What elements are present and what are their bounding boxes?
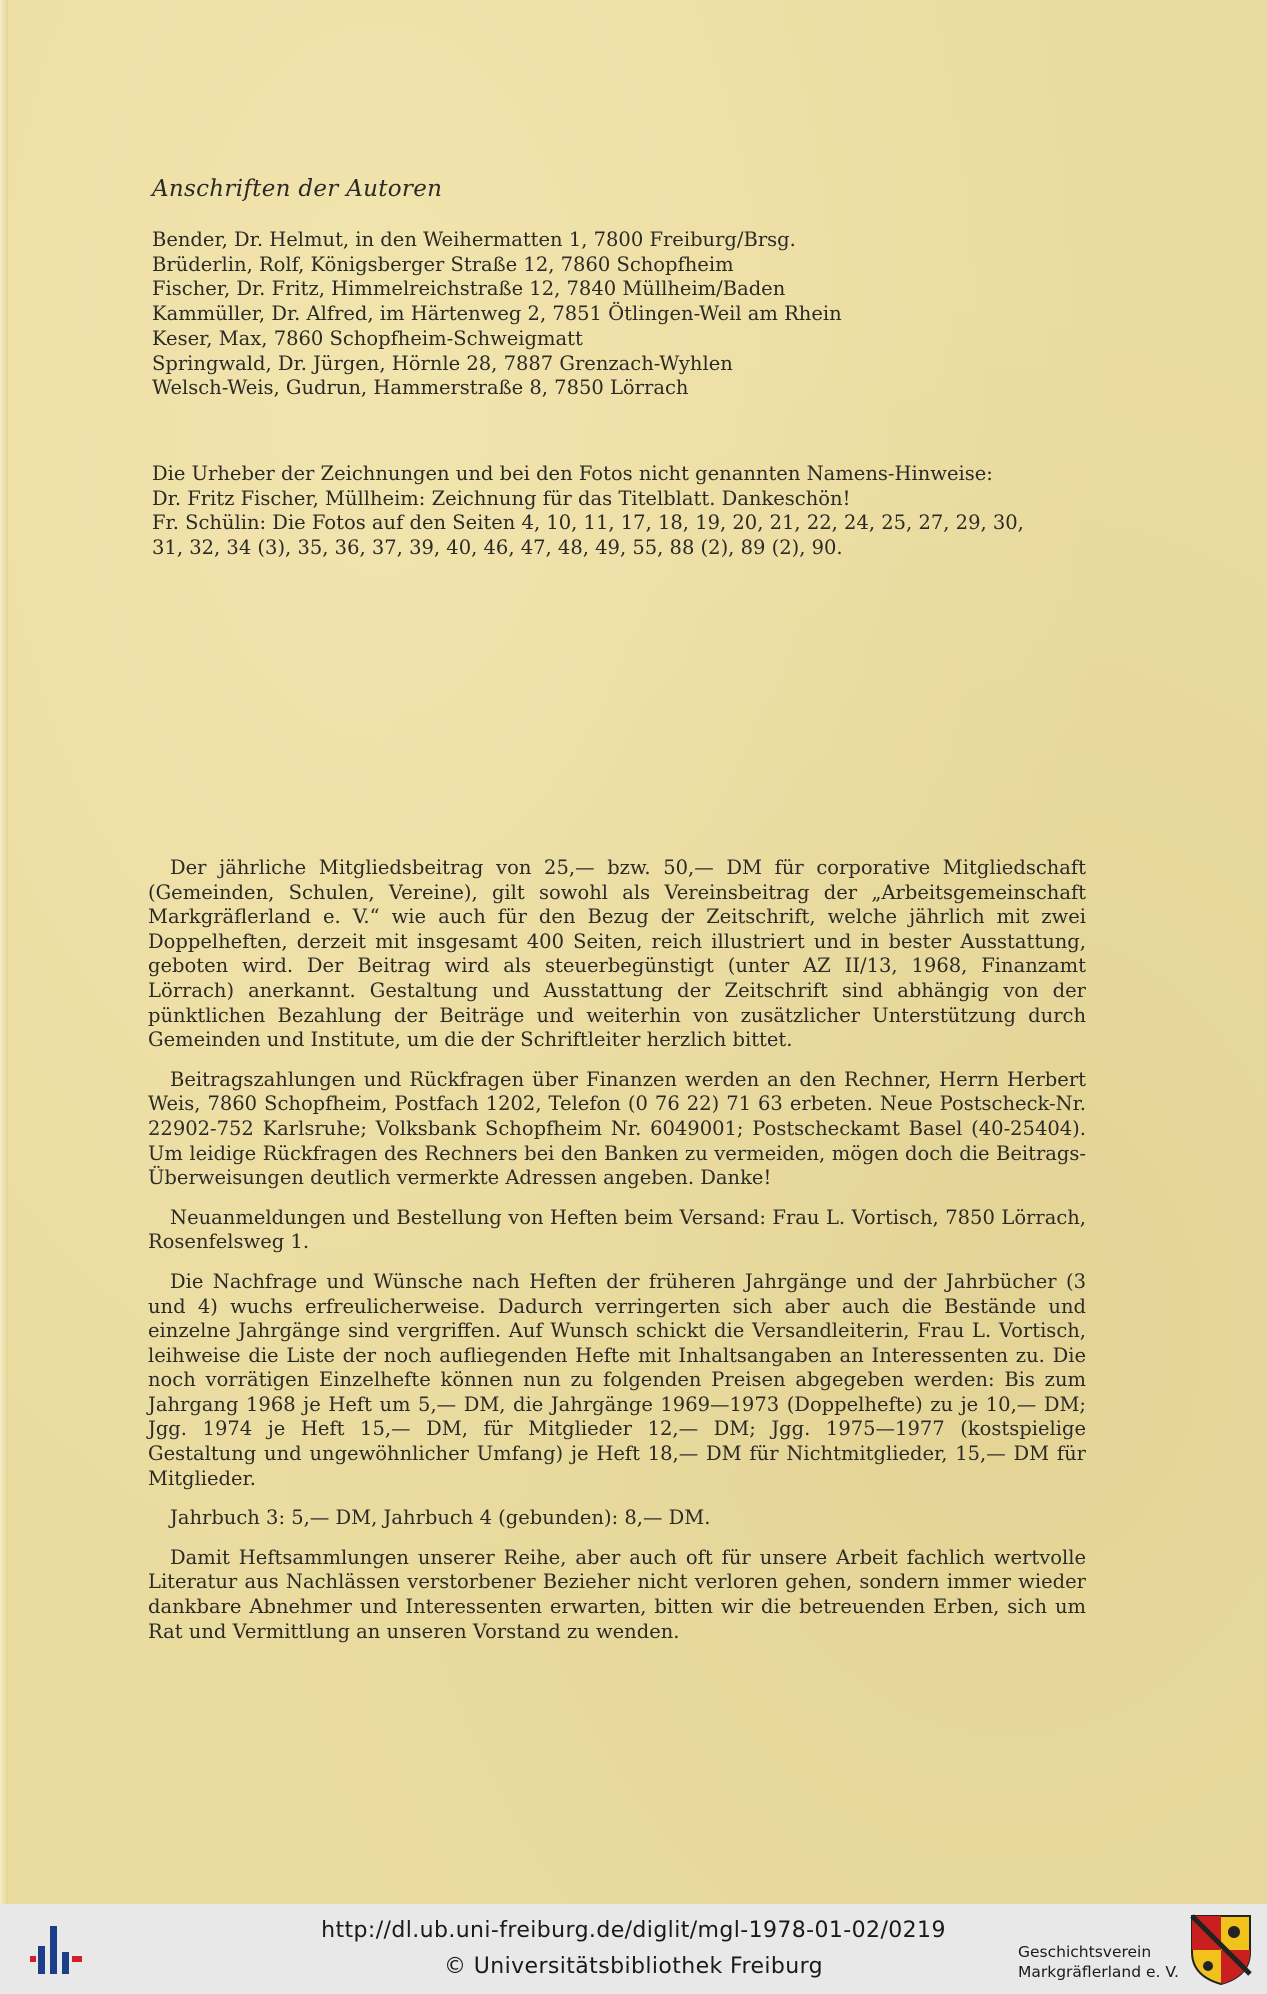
author-address: Fischer, Dr. Fritz, Himmelreichstraße 12, 7840 Müllheim/Baden bbox=[152, 277, 786, 301]
paragraph-back-issues: Die Nachfrage und Wünsche nach Heften der früheren Jahrgänge und der Jahrbücher (3 und 4) wuchs erfreulicherweise. Dadurch verringerten sich aber auch die Bestände und einzelne Jahrgänge sind vergriffen. Auf Wunsch schickt die Versandleiterin, Frau L. Vortisch, leihweise die Liste der noch aufliegenden Hefte mit Inhaltsangaben an Interessenten zu. Die noch vorrätigen Einzelhefte können nun zu folgenden Preisen abgegeben werden: Bis zum Jahrgang 1968 je Heft um 5,— DM, die Jahrgänge 1969—1973 (Doppelhefte) zu je 10,— DM; Jgg. 1974 je Heft 15,— DM, für Mitglieder 12,— DM; Jgg. 1975—1977 (kostspielige Gestaltung und ungewöhnlicher Umfang) je Heft 18,— DM für Nichtmitglieder, 15,— DM für Mitglieder. bbox=[148, 1269, 1086, 1490]
credits-line: 31, 32, 34 (3), 35, 36, 37, 39, 40, 46, 47, 48, 49, 55, 88 (2), 89 (2), 90. bbox=[152, 535, 843, 559]
author-address-list bbox=[152, 228, 1052, 401]
credits-line: Die Urheber der Zeichnungen und bei den Fotos nicht genannten Namens-Hinweise: bbox=[152, 462, 993, 485]
copyright-notice: © Universitätsbibliothek Freiburg bbox=[443, 1954, 824, 1979]
author-address: Welsch-Weis, Gudrun, Hammerstraße 8, 7850 Lörrach bbox=[152, 376, 689, 400]
credits-line: Fr. Schülin: Die Fotos auf den Seiten 4, 10, 11, 17, 18, 19, 20, 21, 22, 24, 25, 27, 29, 30, bbox=[152, 511, 1024, 534]
paragraph-payments: Beitragszahlungen und Rückfragen über Finanzen werden an den Rechner, Herrn Herbert Weis, 7860 Schopfheim, Postfach 1202, Telefon (0 76 22) 71 63 erbeten. Neue Postscheck-Nr. 22902-752 Karlsruhe; Volksbank Schopfheim Nr. 6049001; Postscheckamt Basel (40-25404). Um leidige Rückfragen des Rechners bei den Banken zu vermeiden, mögen doch die Beitrags-Überweisungen deutlich vermerkte Adressen angeben. Danke! bbox=[148, 1067, 1086, 1190]
author-address: Keser, Max, 7860 Schopfheim-Schweigmatt bbox=[152, 326, 583, 350]
paragraph-yearbook-prices: Jahrbuch 3: 5,— DM, Jahrbuch 4 (gebunden): 8,— DM. bbox=[170, 1506, 711, 1530]
footer-bar bbox=[0, 1904, 1267, 1994]
author-address: Springwald, Dr. Jürgen, Hörnle 28, 7887 Grenzach-Wyhlen bbox=[152, 351, 733, 375]
paragraph-orders: Neuanmeldungen und Bestellung von Heften beim Versand: Frau L. Vortisch, 7850 Lörrach, Rosenfelsweg 1. bbox=[148, 1205, 1086, 1254]
coat-of-arms-icon bbox=[1190, 1914, 1252, 1986]
author-address: Brüderlin, Rolf, Königsberger Straße 12, 7860 Schopfheim bbox=[152, 252, 734, 276]
credits-line: Dr. Fritz Fischer, Müllheim: Zeichnung für das Titelblatt. Dankeschön! bbox=[152, 486, 851, 510]
section-heading: Anschriften der Autoren bbox=[152, 176, 443, 202]
membership-info bbox=[148, 856, 1086, 1659]
society-name: Geschichtsverein Markgräflerland e. V. bbox=[1018, 1943, 1179, 1981]
permalink-url[interactable]: http://dl.ub.uni-freiburg.de/diglit/mgl-1978-01-02/0219 bbox=[321, 1918, 946, 1943]
author-address: Kammüller, Dr. Alfred, im Härtenweg 2, 7851 Ötlingen-Weil am Rhein bbox=[152, 302, 842, 326]
page-edge bbox=[0, 0, 8, 1904]
author-address: Bender, Dr. Helmut, in den Weihermatten 1, 7800 Freiburg/Brsg. bbox=[152, 228, 796, 251]
paragraph-membership-fee: Der jährliche Mitgliedsbeitrag von 25,— bzw. 50,— DM für corporative Mitgliedschaft (Gemeinden, Schulen, Vereine), gilt sowohl als Vereinsbeitrag der „Arbeitsgemeinschaft Markgräflerland e. V.“ wie auch für den Bezug der Zeitschrift, welche jährlich mit zwei Doppelheften, derzeit mit insgesamt 400 Seiten, reich illustriert und in bester Ausstattung, geboten wird. Der Beitrag wird als steuerbegünstigt (unter AZ II/13, 1968, Finanzamt Lörrach) anerkannt. Gestaltung und Ausstattung der Zeitschrift sind abhängig von der pünktlichen Bezahlung der Beiträge und weiterhin von zusätzlicher Unterstützung durch Gemeinden und Institute, um die der Schriftleiter herzlich bittet. bbox=[148, 856, 1086, 1052]
image-credits bbox=[152, 462, 1092, 560]
paragraph-collections: Damit Heftsammlungen unserer Reihe, aber auch oft für unsere Arbeit fachlich wertvolle Literatur aus Nachlässen verstorbener Bezieher nicht verloren gehen, sondern immer wieder dankbare Abnehmer und Interessenten erwarten, bitten wir die betreuenden Erben, sich um Rat und Vermittlung an unseren Vorstand zu wenden. bbox=[148, 1545, 1086, 1643]
